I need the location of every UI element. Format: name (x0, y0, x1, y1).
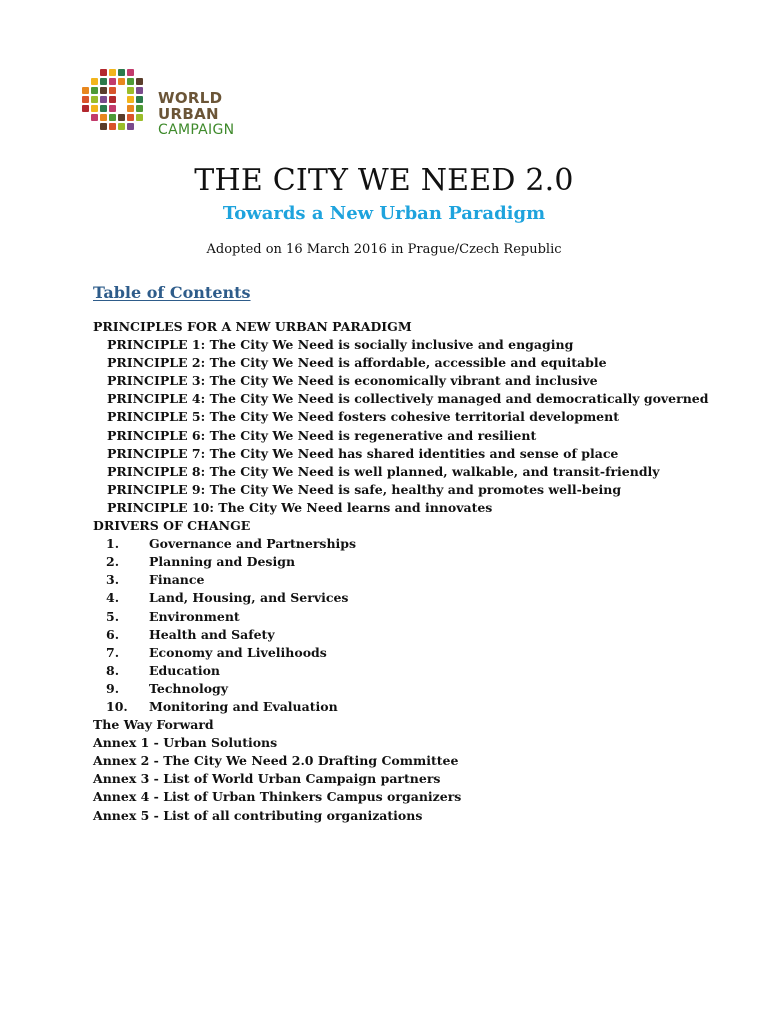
logo-tile (127, 87, 134, 94)
toc-closing-item-3[interactable]: Annex 2 - The City We Need 2.0 Drafting Committee (93, 753, 459, 769)
toc-principle-6[interactable]: PRINCIPLE 6: The City We Need is regenerative and resilient (107, 427, 537, 443)
toc-driver-number: 3. (106, 572, 120, 588)
toc-principle-1[interactable]: PRINCIPLE 1: The City We Need is socially inclusive and engaging (107, 337, 574, 353)
logo-tile (100, 96, 107, 103)
logo-tile (91, 96, 98, 103)
logo-tile (91, 78, 98, 85)
logo-tile (136, 114, 143, 121)
logo-tile (127, 114, 134, 121)
logo-tile (109, 105, 116, 112)
logo-line-world: WORLD (158, 89, 223, 107)
toc-driver-3[interactable] (93, 571, 733, 589)
toc-closing-item-4[interactable]: Annex 3 - List of World Urban Campaign partners (93, 771, 441, 787)
logo-tile (136, 87, 143, 94)
logo-tile (136, 105, 143, 112)
toc-driver-number: 6. (106, 626, 120, 642)
toc-driver-number: 10. (106, 698, 128, 714)
closing-list (93, 716, 733, 825)
logo-tile (100, 78, 107, 85)
toc-driver-4[interactable] (93, 589, 733, 607)
logo-line-urban: URBAN (158, 105, 219, 123)
logo-line-campaign: CAMPAIGN (158, 122, 235, 138)
toc-driver-label: Health and Safety (149, 626, 275, 642)
toc-driver-label: Planning and Design (149, 554, 296, 570)
logo-tile (109, 69, 116, 76)
toc-driver-number: 8. (106, 662, 120, 678)
toc-driver-10[interactable] (93, 698, 733, 716)
logo-tile (118, 114, 125, 121)
logo-tile (127, 69, 134, 76)
toc-driver-7[interactable] (93, 644, 733, 662)
toc-principle-7[interactable]: PRINCIPLE 7: The City We Need has shared identities and sense of place (107, 445, 619, 461)
logo-tile (100, 69, 107, 76)
toc-principle-9[interactable]: PRINCIPLE 9: The City We Need is safe, healthy and promotes well-being (107, 481, 622, 497)
toc-driver-label: Economy and Livelihoods (149, 644, 327, 660)
logo-tile (118, 123, 125, 130)
principles-list (93, 336, 733, 517)
logo-tile (82, 96, 89, 103)
toc-driver-label: Environment (149, 608, 240, 624)
toc-principle-4[interactable]: PRINCIPLE 4: The City We Need is collectively managed and democratically governed (107, 391, 709, 407)
toc-principle-10[interactable]: PRINCIPLE 10: The City We Need learns and innovates (107, 499, 493, 515)
logo-tile (100, 87, 107, 94)
logo-tile (100, 114, 107, 121)
toc-principle-3[interactable]: PRINCIPLE 3: The City We Need is economically vibrant and inclusive (107, 373, 598, 389)
document-title: THE CITY WE NEED 2.0 (194, 163, 574, 198)
logo-tile (82, 87, 89, 94)
logo-tile (109, 114, 116, 121)
logo-tile (91, 105, 98, 112)
logo-mosaic-icon (78, 66, 154, 132)
toc-driver-number: 7. (106, 644, 120, 660)
logo-tile (109, 78, 116, 85)
drivers-list (93, 535, 733, 716)
toc-closing-item-6[interactable]: Annex 5 - List of all contributing organizations (93, 807, 423, 823)
logo-tile (109, 87, 116, 94)
document-subtitle: Towards a New Urban Paradigm (222, 203, 546, 224)
logo-tile (109, 123, 116, 130)
logo-wordmark (158, 90, 234, 138)
toc-closing-item-5[interactable]: Annex 4 - List of Urban Thinkers Campus organizers (93, 789, 462, 805)
toc-section-drivers[interactable]: DRIVERS OF CHANGE (93, 518, 251, 534)
toc-driver-number: 1. (106, 536, 120, 552)
toc-driver-number: 5. (106, 608, 120, 624)
adoption-note: Adopted on 16 March 2016 in Prague/Czech Republic (206, 242, 562, 257)
logo-tile (127, 96, 134, 103)
toc-principle-5[interactable]: PRINCIPLE 5: The City We Need fosters cohesive territorial development (107, 409, 619, 425)
world-urban-campaign-logo (78, 66, 235, 146)
logo-tile (82, 105, 89, 112)
logo-tile (127, 78, 134, 85)
logo-tile (109, 96, 116, 103)
toc-driver-label: Monitoring and Evaluation (149, 698, 338, 714)
toc-closing-item-2[interactable]: Annex 1 - Urban Solutions (93, 735, 278, 751)
toc-driver-number: 9. (106, 680, 120, 696)
toc-driver-label: Land, Housing, and Services (149, 590, 349, 606)
toc-driver-number: 4. (106, 590, 120, 606)
logo-tile (127, 105, 134, 112)
toc-driver-label: Governance and Partnerships (149, 536, 357, 552)
table-of-contents-heading[interactable]: Table of Contents (93, 283, 251, 302)
toc-driver-8[interactable] (93, 662, 733, 680)
toc-principle-2[interactable]: PRINCIPLE 2: The City We Need is affordable, accessible and equitable (107, 355, 607, 371)
toc-driver-6[interactable] (93, 626, 733, 644)
logo-tile (127, 123, 134, 130)
toc-driver-1[interactable] (93, 535, 733, 553)
logo-tile (118, 69, 125, 76)
toc-closing-item-1[interactable]: The Way Forward (93, 717, 214, 733)
toc-principle-8[interactable]: PRINCIPLE 8: The City We Need is well planned, walkable, and transit-friendly (107, 463, 660, 479)
logo-tile (100, 105, 107, 112)
toc-section-principles[interactable]: PRINCIPLES FOR A NEW URBAN PARADIGM (93, 319, 412, 334)
toc-driver-9[interactable] (93, 680, 733, 698)
toc-driver-label: Finance (149, 572, 205, 588)
logo-tile (136, 78, 143, 85)
logo-tile (118, 78, 125, 85)
logo-tile (136, 96, 143, 103)
table-of-contents (93, 318, 733, 825)
toc-driver-2[interactable] (93, 553, 733, 571)
toc-driver-label: Technology (149, 680, 229, 696)
toc-driver-label: Education (149, 662, 221, 678)
logo-tile (91, 114, 98, 121)
logo-tile (100, 123, 107, 130)
logo-tile (91, 87, 98, 94)
toc-driver-5[interactable] (93, 608, 733, 626)
toc-driver-number: 2. (106, 554, 120, 570)
